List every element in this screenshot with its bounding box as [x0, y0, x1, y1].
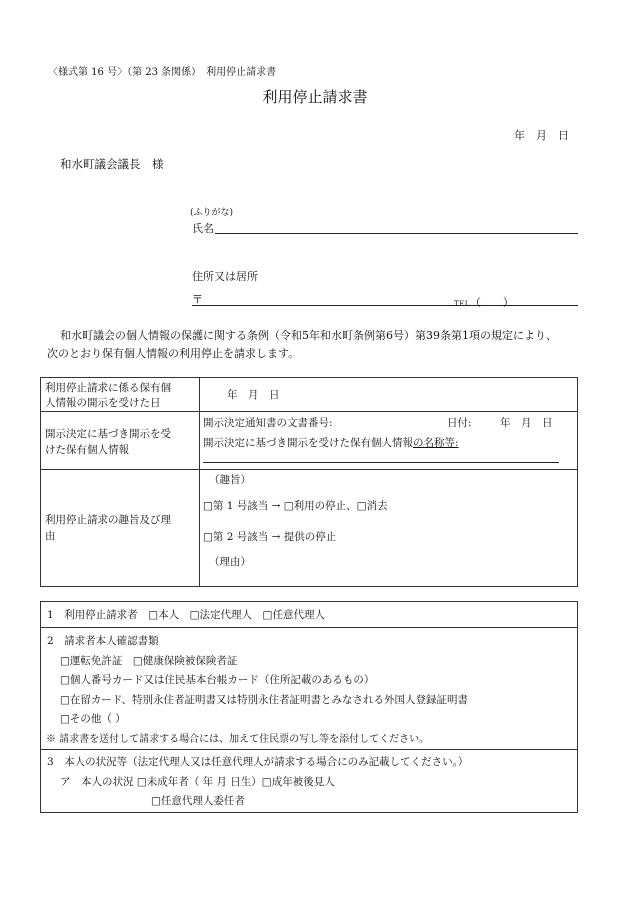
name-field-line[interactable]	[215, 233, 578, 234]
disclosed-info-name-line[interactable]	[203, 462, 559, 463]
id-documents-option-3[interactable]: □在留カード、特別永住者証明書又は特別永住者証明書とみなされる外国人登録証明書	[60, 693, 468, 706]
purpose-reason-label-cell	[41, 470, 200, 587]
disclosed-info-name-label	[203, 435, 459, 450]
request-date: 年 月 日	[514, 129, 569, 142]
requester-info-table	[40, 601, 578, 813]
purpose-heading: （趣旨）	[209, 474, 251, 486]
table-row	[41, 470, 578, 587]
principal-status-heading: 3 本人の状況等（法定代理人又は任意代理人が請求する場合にのみ記載してください。）	[47, 756, 469, 768]
id-documents-cell	[41, 628, 578, 750]
disclosed-info-value-cell[interactable]	[200, 412, 578, 470]
purpose-reason-label-line2: 由	[45, 530, 56, 542]
form-reference: 〈様式第 16 号〉（第 23 条関係） 利用停止請求書	[48, 67, 277, 78]
table-row	[41, 602, 578, 628]
tel-prefix: TEL	[454, 300, 470, 308]
requester-type[interactable]: 1 利用停止請求者 □本人 □法定代理人 □任意代理人	[47, 609, 325, 621]
mail-note: ※ 請求書を送付して請求する場合には、加えて住民票の写し等を添付してください。	[46, 733, 430, 745]
request-details-table	[40, 377, 578, 587]
table-row	[41, 412, 578, 470]
intro-line-2: 次のとおり保有個人情報の利用停止を請求します。	[47, 347, 300, 360]
address-label: 住所又は居所	[192, 270, 258, 283]
document-number-label: 開示決定通知書の文書番号:	[203, 417, 333, 429]
id-documents-option-1[interactable]: □運転免許証 □健康保険被保険者証	[60, 654, 238, 667]
tel-label	[454, 294, 514, 310]
document-title: 利用停止請求書	[262, 88, 368, 106]
disclosure-date-value: 年 月 日	[227, 389, 280, 401]
id-documents-heading: 2 請求者本人確認書類	[47, 635, 159, 647]
purpose-option-1[interactable]: □第 1 号該当 → □利用の停止、□消去	[203, 500, 388, 512]
disclosure-date-value-cell[interactable]	[200, 378, 578, 412]
disclosed-info-label-line2: けた保有個人情報	[45, 444, 129, 456]
reason-heading: （理由）	[209, 556, 251, 568]
requester-type-cell	[41, 602, 578, 628]
id-documents-option-4[interactable]: □その他（ ）	[60, 713, 126, 725]
date-label: 日付:	[447, 417, 472, 429]
disclosed-info-name-underlined: の名称等:	[413, 437, 459, 449]
disclosure-date-label-line2: 人情報の開示を受けた日	[45, 397, 161, 409]
disclosed-info-label-line1: 開示決定に基づき開示を受	[45, 428, 171, 440]
table-row	[41, 750, 578, 813]
purpose-reason-label-line1: 利用停止請求の趣旨及び理	[45, 514, 171, 526]
addressee: 和水町議会議長 様	[60, 157, 164, 171]
disclosure-date-label-cell	[41, 378, 200, 412]
postal-mark: 〒	[192, 293, 203, 306]
purpose-reason-value-cell[interactable]	[200, 470, 578, 587]
tel-parens: （ ）	[469, 296, 514, 309]
principal-status-cell	[41, 750, 578, 813]
date-value: 年 月 日	[500, 417, 553, 429]
principal-status-option-1[interactable]: ア 本人の状況 □未成年者（ 年 月 日生）□成年被後見人	[60, 775, 335, 788]
id-documents-option-2[interactable]: □個人番号カード又は住民基本台帳カード（住所記載のあるもの）	[60, 674, 375, 686]
intro-line-1: 和水町議会の個人情報の保護に関する条例（令和5年和水町条例第6号）第39条第1項の規定により、	[60, 329, 557, 342]
disclosure-date-label-line1: 利用停止請求に係る保有個	[45, 382, 171, 394]
name-label: 氏名	[192, 222, 214, 235]
furigana-label: (ふりがな)	[190, 208, 234, 218]
address-field-line[interactable]	[192, 305, 578, 306]
disclosed-info-label-cell	[41, 412, 200, 470]
principal-status-option-2[interactable]: □任意代理人委任者	[151, 795, 245, 807]
table-row	[41, 378, 578, 412]
table-row	[41, 628, 578, 750]
purpose-option-2[interactable]: □第 2 号該当 → 提供の停止	[203, 531, 337, 543]
disclosed-info-name-prefix: 開示決定に基づき開示を受けた保有個人情報	[203, 437, 413, 449]
